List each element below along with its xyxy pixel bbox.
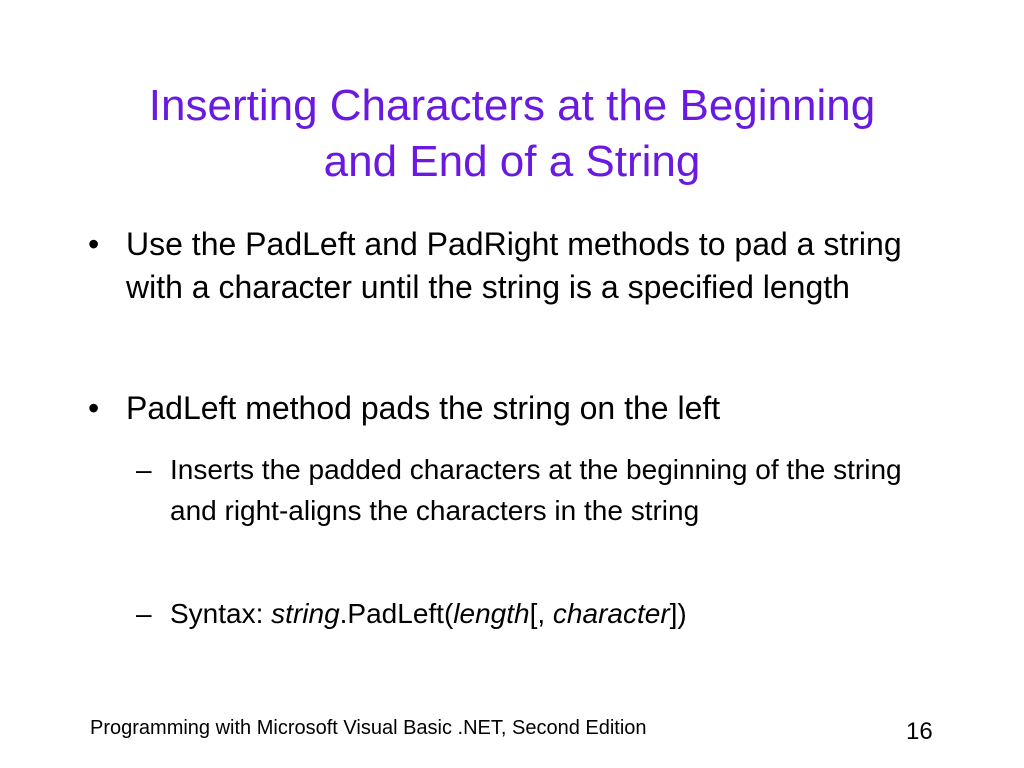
slide-title (60, 78, 964, 190)
sub-bullet-marker: – (136, 598, 152, 629)
sub-bullet-text: Inserts the padded characters at the beginning of the string and right-aligns the characters in the string (170, 454, 902, 526)
sub-bullet-inserts (136, 449, 936, 531)
syntax-string: string (271, 598, 340, 629)
slide-title-line-2: and End of a String (323, 137, 701, 186)
page-number: 16 (906, 718, 933, 745)
syntax-close: ]) (669, 598, 687, 629)
bullet-marker: • (88, 390, 100, 426)
slide-title-line-1: Inserting Characters at the Beginning (148, 81, 876, 130)
syntax-length: length (453, 598, 530, 629)
slide-footer: Programming with Microsoft Visual Basic .NET, Second Edition (90, 717, 647, 739)
bullet-marker: • (88, 226, 100, 262)
syntax-character: character (552, 598, 670, 629)
syntax-line (170, 593, 936, 634)
bullet-text: Use the PadLeft and PadRight methods to pad a string with a character until the string is a specified length (126, 226, 902, 305)
bullet-text: PadLeft method pads the string on the left (126, 390, 721, 426)
bullet-padleft (88, 387, 948, 430)
sub-bullet-syntax (136, 593, 936, 634)
syntax-separator: [, (529, 598, 553, 629)
sub-bullet-marker: – (136, 454, 152, 485)
syntax-method: .PadLeft( (339, 598, 454, 629)
syntax-label: Syntax: (170, 598, 272, 629)
bullet-pad-methods (88, 223, 948, 309)
